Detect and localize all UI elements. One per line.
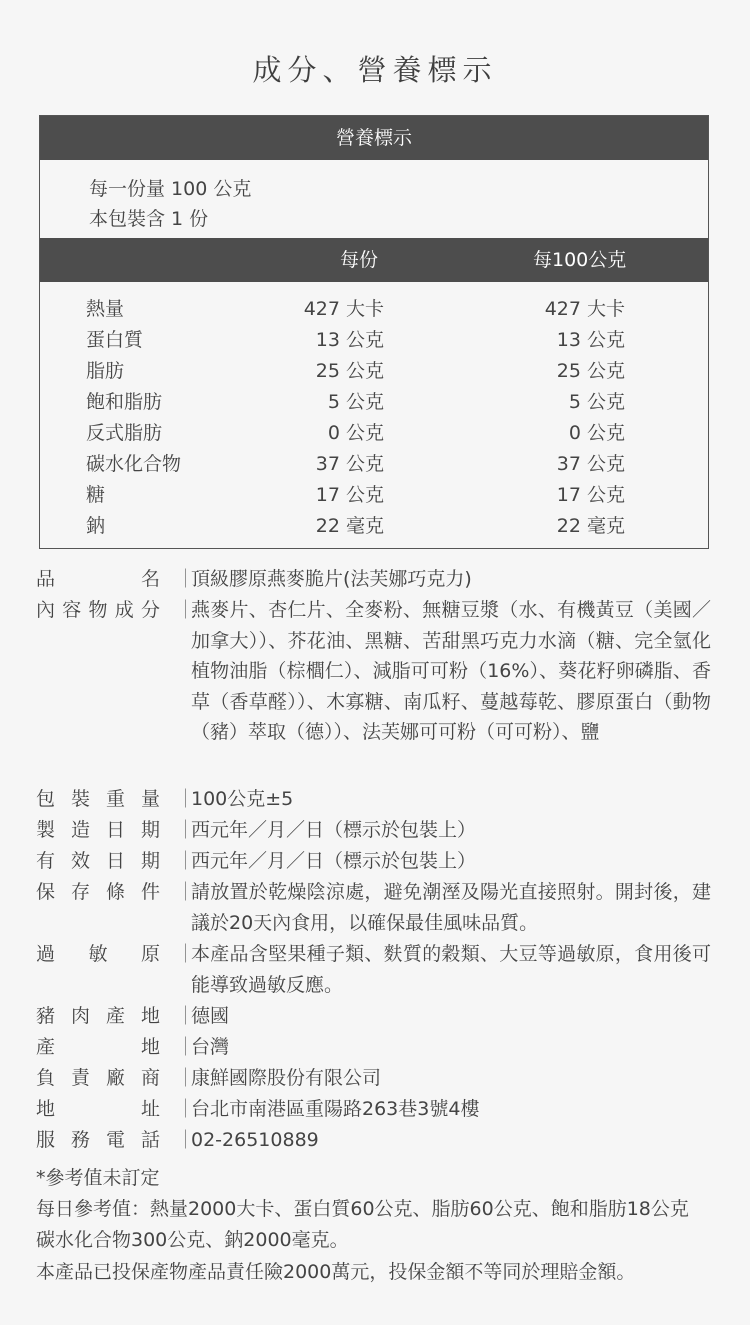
info-key-char: 期 (140, 850, 160, 872)
info-key-char: 容 (62, 599, 82, 621)
col-per-100g: 每100公克 (533, 249, 627, 271)
servings-per-package: 本包裝含 1 份 (89, 208, 209, 230)
info-separator: ｜ (176, 943, 196, 965)
info-separator: ｜ (176, 881, 196, 903)
info-key (36, 784, 160, 811)
value-per-serving: 17 公克 (315, 484, 384, 506)
nutrient-label: 糖 (86, 484, 106, 506)
info-value: 請放置於乾燥陰涼處，避免潮溼及陽光直接照射。開封後，建議於20天內食用，以確保最佳風味品質。 (191, 881, 711, 934)
value-per-100g: 13 公克 (556, 329, 625, 351)
info-key-char: 存 (70, 881, 90, 903)
info-key (36, 1094, 160, 1121)
info-value: 02-26510889 (191, 1129, 319, 1151)
nutrition-row (40, 480, 708, 511)
info-key-char: 產 (36, 1036, 56, 1058)
nutrient-label: 脂肪 (86, 360, 125, 382)
value-per-100g: 25 公克 (556, 360, 625, 382)
info-key-char: 重 (105, 788, 125, 810)
info-separator: ｜ (176, 599, 196, 621)
info-separator: ｜ (176, 1098, 196, 1120)
info-separator: ｜ (176, 1005, 196, 1027)
info-key-char: 件 (140, 881, 160, 903)
info-key-char: 負 (36, 1067, 56, 1089)
info-value: 台北市南港區重陽路263巷3號4樓 (191, 1098, 480, 1120)
info-key-char: 條 (105, 881, 125, 903)
info-separator: ｜ (176, 1036, 196, 1058)
info-key-char: 豬 (36, 1005, 56, 1027)
nutrition-column-header (40, 238, 708, 282)
nutrition-row (40, 387, 708, 418)
value-per-serving: 427 大卡 (303, 298, 384, 320)
info-key-char: 量 (140, 788, 160, 810)
info-value: 100公克±5 (191, 788, 294, 810)
info-key-char: 日 (105, 819, 125, 841)
nutrition-row (40, 511, 708, 542)
info-separator: ｜ (176, 788, 196, 810)
info-key (36, 1063, 160, 1090)
info-key-char: 內 (36, 599, 56, 621)
info-separator: ｜ (176, 1067, 196, 1089)
value-per-100g: 0 公克 (568, 422, 625, 444)
insurance-note: 本產品已投保產物產品責任險2000萬元，投保金額不等同於理賠金額。 (36, 1261, 636, 1283)
info-key-char: 保 (36, 881, 56, 903)
value-per-100g: 17 公克 (556, 484, 625, 506)
info-key (36, 595, 160, 622)
info-key-char: 期 (140, 819, 160, 841)
info-key-char: 名 (140, 568, 160, 590)
value-per-serving: 37 公克 (315, 453, 384, 475)
value-per-100g: 5 公克 (568, 391, 625, 413)
info-key-char: 效 (70, 850, 90, 872)
nutrient-label: 反式脂肪 (86, 422, 163, 444)
nutrition-row (40, 294, 708, 325)
info-value: 德國 (191, 1005, 230, 1027)
info-value: 西元年／月／日（標示於包裝上） (191, 850, 477, 872)
nutrition-row (40, 356, 708, 387)
nutrient-label: 飽和脂肪 (86, 391, 163, 413)
info-key-char: 裝 (70, 788, 90, 810)
info-key (36, 846, 160, 873)
info-key-char: 製 (36, 819, 56, 841)
nutrition-row (40, 325, 708, 356)
info-key-char: 地 (140, 1005, 160, 1027)
value-per-serving: 25 公克 (315, 360, 384, 382)
info-key (36, 1125, 160, 1152)
info-key (36, 877, 160, 904)
nutrition-row (40, 418, 708, 449)
info-key-char: 務 (70, 1129, 90, 1151)
info-key-char: 敏 (88, 943, 108, 965)
info-value: 燕麥片、杏仁片、全麥粉、無糖豆漿（水、有機黃豆（美國／加拿大））、芥花油、黑糖、苦甜黑巧克力水滴（糖、完全氫化植物油脂（棕櫚仁）、減脂可可粉（16%）、葵花籽卵磷脂、香草（香草醛））、木寡糖、南瓜籽、蔓越莓乾、膠原蛋白（動物（豬）萃取（德））、法芙娜可可粉（可可粉）、鹽 (191, 599, 711, 743)
info-separator: ｜ (176, 568, 196, 590)
nutrient-label: 蛋白質 (86, 329, 144, 351)
info-key-char: 有 (36, 850, 56, 872)
value-per-serving: 13 公克 (315, 329, 384, 351)
info-key-char: 品 (36, 568, 56, 590)
nutrition-header: 營養標示 (40, 116, 708, 160)
nutrient-label: 碳水化合物 (86, 453, 182, 475)
info-key-char: 責 (70, 1067, 90, 1089)
info-key-char: 地 (36, 1098, 56, 1120)
info-value: 西元年／月／日（標示於包裝上） (191, 819, 477, 841)
info-key-char: 日 (105, 850, 125, 872)
daily-reference-line2: 碳水化合物300公克、鈉2000毫克。 (36, 1229, 349, 1251)
info-key-char: 話 (140, 1129, 160, 1151)
info-key-char: 成 (114, 599, 134, 621)
page-title: 成分、營養標示 (252, 53, 498, 87)
col-per-serving: 每份 (340, 249, 379, 271)
info-separator: ｜ (176, 850, 196, 872)
info-key-char: 物 (88, 599, 108, 621)
nutrition-row (40, 449, 708, 480)
info-key-char: 服 (36, 1129, 56, 1151)
value-per-100g: 427 大卡 (544, 298, 625, 320)
value-per-serving: 0 公克 (327, 422, 384, 444)
info-key-char: 產 (105, 1005, 125, 1027)
daily-reference-line1: 每日參考值：熱量2000大卡、蛋白質60公克、脂肪60公克、飽和脂肪18公克 (36, 1198, 689, 1220)
info-value: 康鮮國際股份有限公司 (191, 1067, 382, 1089)
info-separator: ｜ (176, 819, 196, 841)
nutrition-table (39, 115, 709, 549)
info-key-char: 電 (105, 1129, 125, 1151)
value-per-serving: 5 公克 (327, 391, 384, 413)
info-value: 台灣 (191, 1036, 230, 1058)
info-key-char: 造 (70, 819, 90, 841)
info-key-char: 肉 (70, 1005, 90, 1027)
info-key (36, 1032, 160, 1059)
nutrient-label: 熱量 (86, 298, 125, 320)
value-per-serving: 22 毫克 (315, 515, 384, 537)
info-value: 頂級膠原燕麥脆片(法芙娜巧克力) (191, 568, 472, 590)
value-per-100g: 37 公克 (556, 453, 625, 475)
info-separator: ｜ (176, 1129, 196, 1151)
info-key-char: 原 (140, 943, 160, 965)
nutrient-label: 鈉 (86, 515, 106, 537)
footnote-note: *參考值未訂定 (36, 1167, 160, 1189)
info-key (36, 564, 160, 591)
info-key (36, 939, 160, 966)
info-value: 本產品含堅果種子類、麩質的穀類、大豆等過敏原，食用後可能導致過敏反應。 (191, 943, 711, 996)
info-key-char: 分 (140, 599, 160, 621)
info-key-char: 過 (36, 943, 56, 965)
info-key-char: 址 (140, 1098, 160, 1120)
info-key (36, 815, 160, 842)
info-key-char: 地 (140, 1036, 160, 1058)
serving-size: 每一份量 100 公克 (89, 178, 252, 200)
info-key-char: 商 (140, 1067, 160, 1089)
info-key (36, 1001, 160, 1028)
info-key-char: 廠 (105, 1067, 125, 1089)
info-key-char: 包 (36, 788, 56, 810)
value-per-100g: 22 毫克 (556, 515, 625, 537)
